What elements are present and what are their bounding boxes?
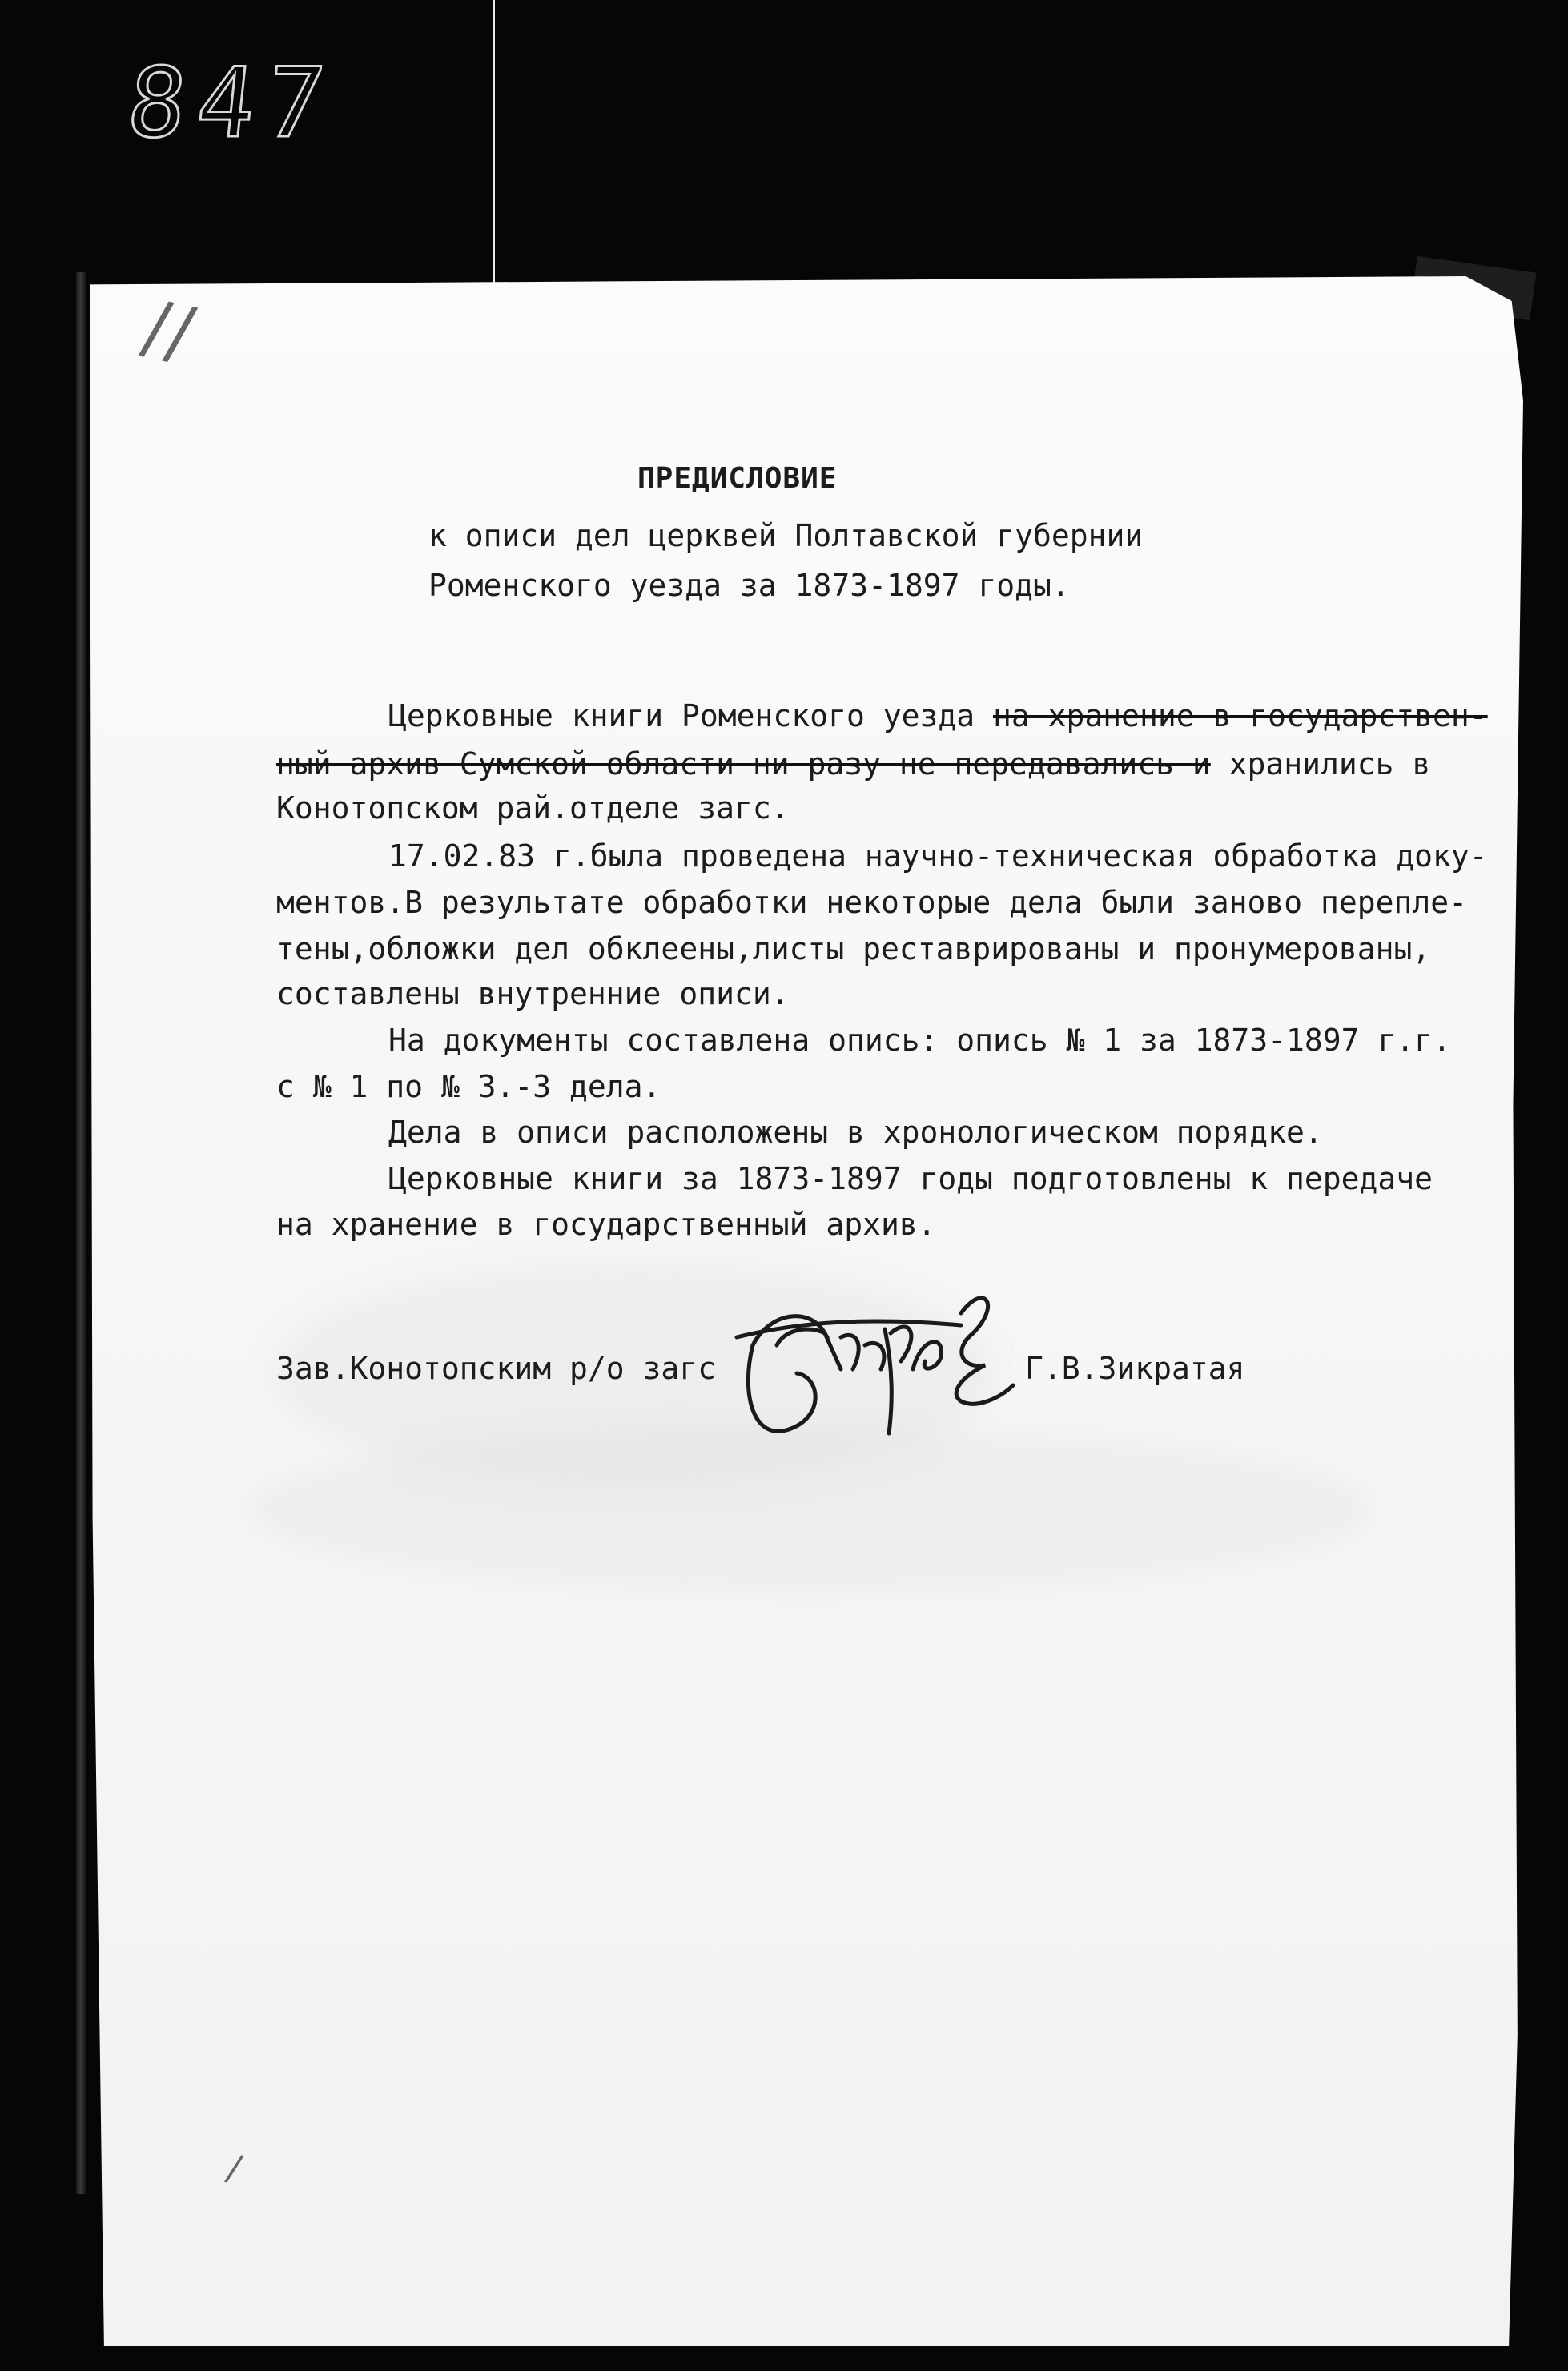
paragraph-line: Церковные книги за 1873-1897 годы подготовлены к передаче xyxy=(388,1161,1433,1196)
paragraph-line: На документы составлена опись: опись № 1 за 1873-1897 г.г. xyxy=(388,1023,1451,1058)
struck-text: на хранение в государствен- xyxy=(992,698,1488,733)
document-subtitle: Роменского уезда за 1873-1897 годы. xyxy=(428,568,1070,603)
pencil-mark: / xyxy=(223,2144,247,2191)
paragraph-text: Церковные книги Роменского уезда xyxy=(388,698,993,733)
struck-text: ный архив Сумской области ни разу не передавались и xyxy=(276,746,1211,782)
signatory-name: Г.В.Зикратая xyxy=(1025,1351,1245,1386)
document-subtitle: к описи дел церквей Полтавской губернии xyxy=(428,518,1144,553)
document-title: ПРЕДИСЛОВИЕ xyxy=(637,462,838,495)
signatory-position: Зав.Конотопским р/о загс xyxy=(276,1351,717,1386)
pencil-mark: // xyxy=(135,283,201,377)
paragraph-line: на хранение в государственный архив. xyxy=(276,1207,936,1242)
handwritten-signature xyxy=(721,1257,1025,1465)
paragraph-line xyxy=(388,698,1488,733)
paragraph-line: Конотопском рай.отделе загс. xyxy=(276,790,790,826)
paragraph-line: Дела в описи расположены в хронологическом порядке. xyxy=(388,1115,1323,1150)
paragraph-line: 17.02.83 г.была проведена научно-техническая обработка доку- xyxy=(388,838,1488,874)
paragraph-line xyxy=(276,746,1431,782)
paragraph-text: хранились в xyxy=(1210,746,1431,782)
paragraph-line: составлены внутренние описи. xyxy=(276,976,790,1011)
paragraph-line: с № 1 по № 3.-3 дела. xyxy=(276,1069,661,1104)
paragraph-line: ментов.В результате обработки некоторые дела были заново перепле- xyxy=(276,885,1468,920)
paragraph-line: тены,обложки дел обклеены,листы реставрированы и пронумерованы, xyxy=(276,931,1431,966)
archive-page-number: 847 xyxy=(122,48,342,159)
